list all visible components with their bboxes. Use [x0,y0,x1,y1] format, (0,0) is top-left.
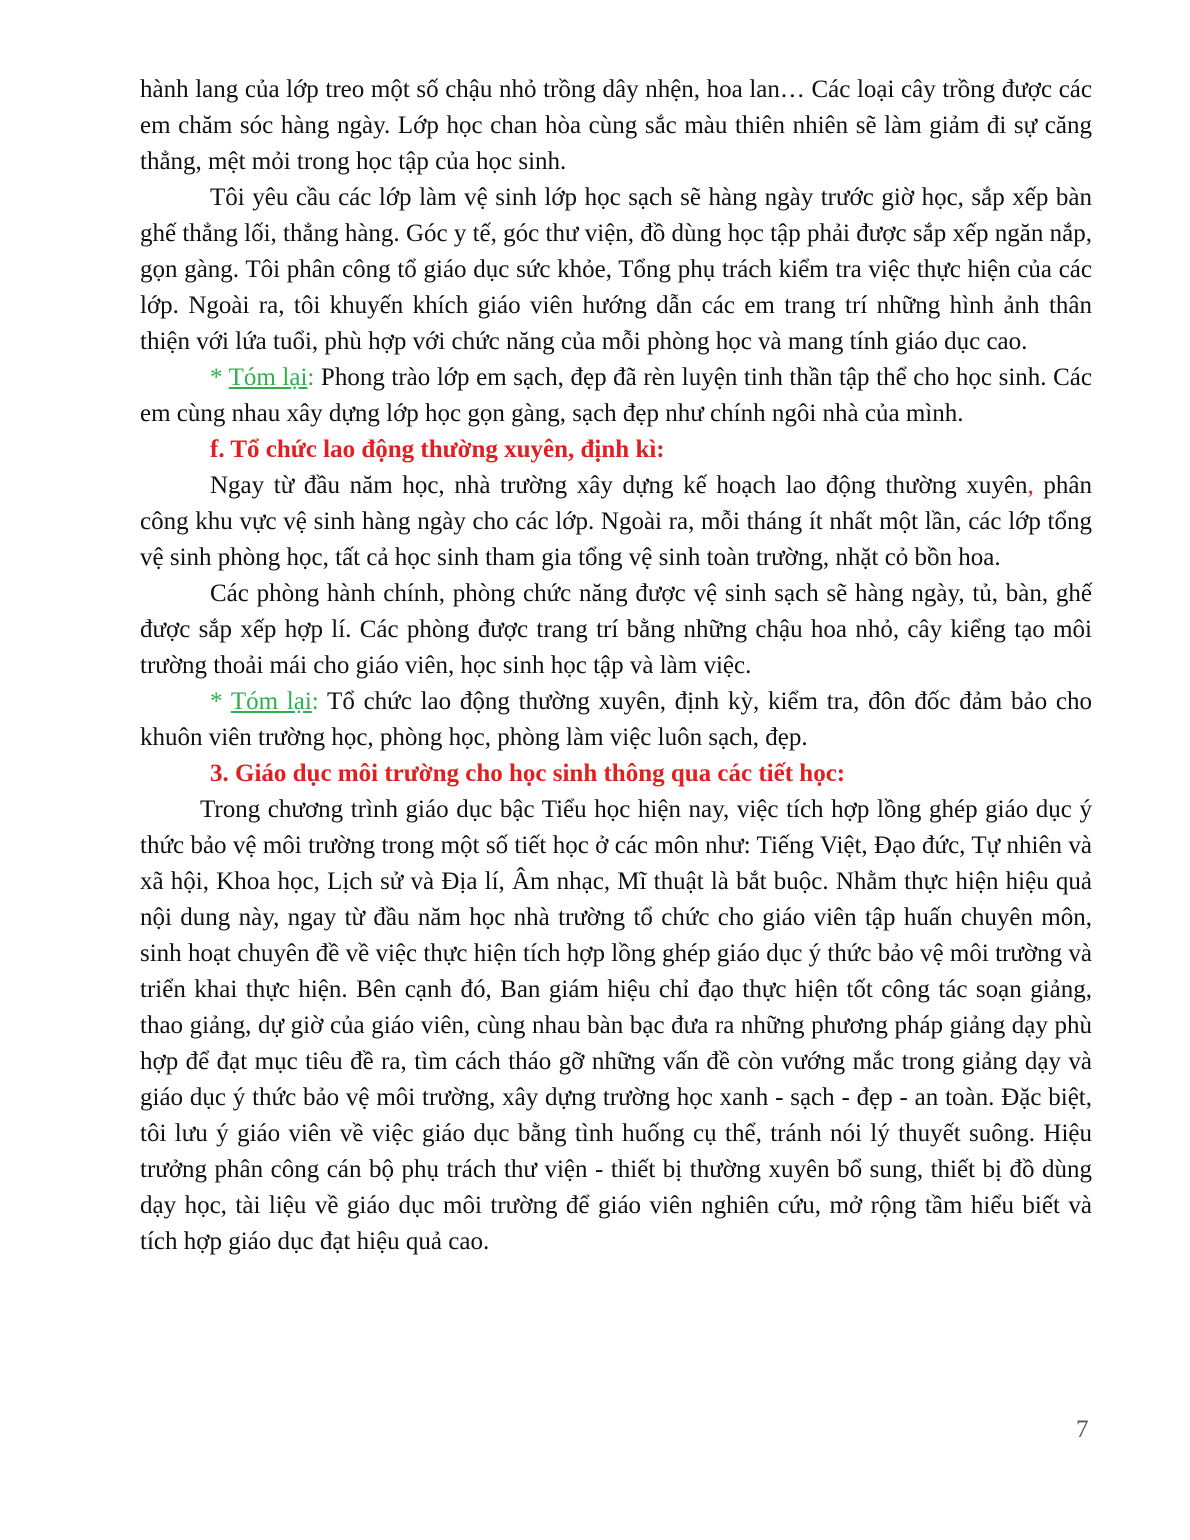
paragraph-summary-2 [140,684,1092,756]
paragraph-summary-1 [140,360,1092,432]
summary-star: * [210,364,229,391]
labor-plan-text-b: phân công khu vực vệ sinh hàng ngày cho các lớp. Ngoài ra, mỗi tháng ít nhất một lần, các lớp tổng vệ sinh phòng học, tất cả học sinh tham gia tổng vệ sinh toàn trường, nhặt cỏ bồn hoa. [140,472,1092,571]
document-page [140,72,1092,1260]
summary-colon: : [307,364,315,391]
page-number: 7 [1076,1416,1089,1443]
summary-label: Tóm lại [228,364,308,391]
paragraph-environment-education: Trong chương trình giáo dục bậc Tiểu học hiện nay, việc tích hợp lồng ghép giáo dục ý thức bảo vệ môi trường trong một số tiết học ở các môn như: Tiếng Việt, Đạo đức, Tự nhiên và xã hội, Khoa học, Lịch sử và Địa lí, Âm nhạc, Mĩ thuật là bắt buộc. Nhằm thực hiện hiệu quả nội dung này, ngay từ đầu năm học nhà trường tổ chức cho giáo viên tập huấn chuyên môn, sinh hoạt chuyên đề về việc thực hiện tích hợp lồng ghép giáo dục ý thức bảo vệ môi trường và triển khai thực hiện. Bên cạnh đó, Ban giám hiệu chỉ đạo thực hiện tốt công tác soạn giảng, thao giảng, dự giờ của giáo viên, cùng nhau bàn bạc đưa ra những phương pháp giảng dạy phù hợp để đạt mục tiêu đề ra, tìm cách tháo gỡ những vấn đề còn vướng mắc trong giảng dạy và giáo dục ý thức bảo vệ môi trường, xây dựng trường học xanh - sạch - đẹp - an toàn. Đặc biệt, tôi lưu ý giáo viên về việc giáo dục bằng tình huống cụ thể, tránh nói lý thuyết suông. Hiệu trưởng phân công cán bộ phụ trách thư viện - thiết bị thường xuyên bổ sung, thiết bị đồ dùng dạy học, tài liệu về giáo dục môi trường để giáo viên nghiên cứu, mở rộng tầm hiểu biết và tích hợp giáo dục đạt hiệu quả cao. [140,796,1092,1255]
paragraph-admin-rooms: Các phòng hành chính, phòng chức năng được vệ sinh sạch sẽ hàng ngày, tủ, bàn, ghế được sắp xếp hợp lí. Các phòng được trang trí bằng những chậu hoa nhỏ, cây kiểng tạo môi trường thoải mái cho giáo viên, học sinh học tập và làm việc. [140,580,1092,679]
summary-text: Tổ chức lao động thường xuyên, định kỳ, kiểm tra, đôn đốc đảm bảo cho khuôn viên trường học, phòng học, phòng làm việc luôn sạch, đẹp. [140,688,1092,751]
labor-plan-comma: , [1027,472,1034,499]
labor-plan-text-a: Ngay từ đầu năm học, nhà trường xây dựng kế hoạch lao động thường xuyên [210,472,1028,499]
paragraph-class-cleaning: Tôi yêu cầu các lớp làm vệ sinh lớp học sạch sẽ hàng ngày trước giờ học, sắp xếp bàn ghế thẳng lối, thẳng hàng. Góc y tế, góc thư viện, đồ dùng học tập phải được sắp xếp ngăn nắp, gọn gàng. Tôi phân công tổ giáo dục sức khỏe, Tổng phụ trách kiểm tra việc thực hiện của các lớp. Ngoài ra, tôi khuyến khích giáo viên hướng dẫn các em trang trí những hình ảnh thân thiện với lứa tuổi, phù hợp với chức năng của mỗi phòng học và mang tính giáo dục cao. [140,184,1092,355]
summary-label: Tóm lại [230,688,312,715]
summary-colon: : [311,688,319,715]
paragraph-labor-plan [140,468,1092,576]
section-heading-f: f. Tổ chức lao động thường xuyên, định kì: [210,436,665,463]
summary-star: * [210,688,231,715]
section-heading-3: 3. Giáo dục môi trường cho học sinh thông qua các tiết học: [210,760,846,787]
summary-text: Phong trào lớp em sạch, đẹp đã rèn luyện tinh thần tập thể cho học sinh. Các em cùng nhau xây dựng lớp học gọn gàng, sạch đẹp như chính ngôi nhà của mình. [140,364,1092,427]
paragraph-classroom-plants: hành lang của lớp treo một số chậu nhỏ trồng dây nhện, hoa lan… Các loại cây trồng được các em chăm sóc hàng ngày. Lớp học chan hòa cùng sắc màu thiên nhiên sẽ làm giảm đi sự căng thẳng, mệt mỏi trong học tập của học sinh. [140,76,1092,175]
